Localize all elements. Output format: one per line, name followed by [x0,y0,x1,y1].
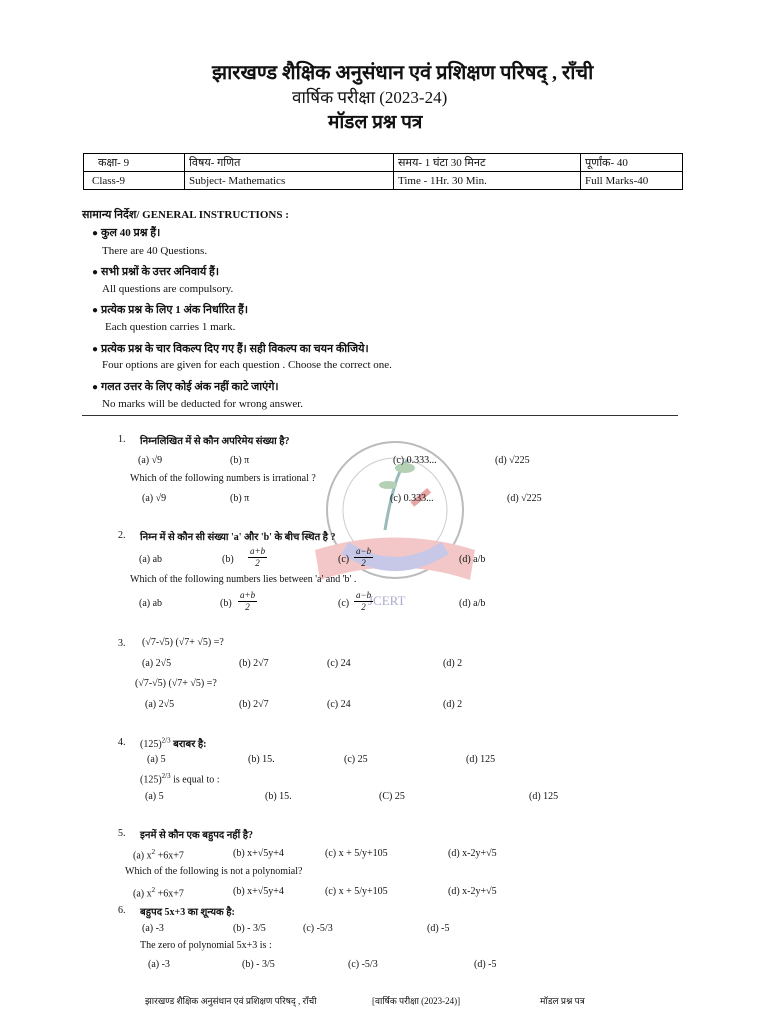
bullet-icon: ● [92,344,99,355]
q3-option-b-en: (b) 2√7 [239,699,269,710]
q6-option-c-en: (c) -5/3 [348,959,378,970]
footer-paper: मॉडल प्रश्न पत्र [540,996,585,1006]
q3-number: 3. [118,638,126,649]
q2-option-a: (a) ab [139,554,163,565]
q2-option-a-en: (a) ab [139,598,163,609]
q1-option-d-en: (d) √225 [507,493,542,504]
time-hi: समय- 1 घंटा 30 मिनट [394,154,581,172]
q4-question-en: $(125)^{2/3}$ is equal to : [140,772,220,786]
q5-question-hi: इनमें से कौन एक बहुपद नहीं है? [140,830,253,841]
q1-number: 1. [118,434,126,445]
footer-exam: [वार्षिक परीक्षा (2023-24)] [372,996,461,1006]
q2-option-c-label-en: (c) [338,598,350,609]
q4-option-a-en: (a) 5 [145,791,164,802]
bullet-icon: ● [92,228,99,239]
q1-option-b: (b) π [230,455,250,466]
q6-question-en: The zero of polynomial 5x+3 is : [140,940,272,951]
instruction-3-hi: ● प्रत्येक प्रश्न के लिए 1 अंक निर्धारित हैं। [92,304,248,316]
q1-option-d: (d) √225 [495,455,530,466]
q1-option-b-en: (b) π [230,493,250,504]
q2-option-b-label-en: (b) [220,598,232,609]
instruction-1-en: There are 40 Questions. [102,245,208,257]
q6-option-a-en: (a) -3 [148,959,170,970]
q4-option-c: (c) 25 [344,754,368,765]
q5-option-c: (c) x + 5/y+105 [325,848,388,859]
watermark-text: JCERT [368,593,406,608]
class-en: Class-9 [84,172,185,190]
bullet-icon: ● [92,382,99,393]
q4-option-b-en: (b) 15. [265,791,292,802]
q2-option-d: (d) a/b [459,554,486,565]
q6-option-b-en: (b) - 3/5 [242,959,275,970]
q6-number: 6. [118,905,126,916]
q6-option-d: (d) -5 [427,923,450,934]
q5-option-c-en: (c) x + 5/y+105 [325,886,388,897]
q2-option-d-en: (d) a/b [459,598,486,609]
q3-option-d: (d) 2 [443,658,463,669]
instruction-4-hi: ● प्रत्येक प्रश्न के चार विकल्प दिए गए हैं। सही विकल्प का चयन कीजिये। [92,343,369,355]
q1-question-en: Which of the following numbers is irrational ? [130,473,316,484]
q3-option-a: (a) 2√5 [142,658,172,669]
q5-option-b-en: (b) x+√5y+4 [233,886,284,897]
q3-option-d-en: (d) 2 [443,699,463,710]
instruction-2-hi: ● सभी प्रश्नों के उत्तर अनिवार्य हैं। [92,266,219,278]
bullet-icon: ● [92,267,99,278]
q2-option-b-fraction: $\frac{a+b}{2}$ [250,546,266,568]
subject-hi: विषय- गणित [185,154,394,172]
q1-option-c: (c) 0.333... [393,455,437,466]
q5-option-b: (b) x+√5y+4 [233,848,284,859]
q6-question-hi: बहुपद 5x+3 का शून्यक है: [140,907,235,918]
instructions-heading: सामान्य निर्देश/ GENERAL INSTRUCTIONS : [82,209,289,221]
title-line-1: झारखण्ड शैक्षिक अनुसंधान एवं प्रशिक्षण परिषद् , राँची [212,62,594,84]
q2-question-hi: निम्न में से कौन सी संख्या 'a' और 'b' के बीच स्थित है ? [140,532,336,543]
marks-en: Full Marks-40 [581,172,683,190]
q4-option-b: (b) 15. [248,754,275,765]
title-line-2: वार्षिक परीक्षा (2023-24) [292,88,448,107]
instruction-4-en: Four options are given for each question . Choose the correct one. [102,359,392,371]
divider [82,415,678,416]
q1-option-a-en: (a) √9 [142,493,167,504]
q2-option-c-fraction-en: $\frac{a-b}{2}$ [356,590,372,612]
q2-option-c-fraction: $\frac{a-b}{2}$ [356,546,372,568]
q1-option-a: (a) √9 [138,455,163,466]
q5-option-a-en: (a) $x^2 +6x+7$ [133,886,184,900]
q4-option-d: (d) 125 [466,754,496,765]
q5-option-d: (d) x-2y+√5 [448,848,497,859]
q6-option-b: (b) - 3/5 [233,923,266,934]
q5-option-a: (a) $x^2 +6x+7$ [133,848,184,862]
q3-option-c: (c) 24 [327,658,351,669]
q3-option-b: (b) 2√7 [239,658,269,669]
footer-org: झारखण्ड शैक्षिक अनुसंधान एवं प्रशिक्षण परिषद् , राँची [145,996,317,1006]
q6-option-a: (a) -3 [142,923,164,934]
q4-option-d-en: (d) 125 [529,791,559,802]
q3-option-c-en: (c) 24 [327,699,351,710]
q2-option-b-label: (b) [222,554,234,565]
title-line-3: मॉडल प्रश्न पत्र [328,112,423,133]
instruction-5-hi: ● गलत उत्तर के लिए कोई अंक नहीं काटे जाएंगे। [92,381,279,393]
marks-hi: पूर्णांक- 40 [581,154,683,172]
q2-number: 2. [118,530,126,541]
q5-option-d-en: (d) x-2y+√5 [448,886,497,897]
q2-question-en: Which of the following numbers lies between 'a' and 'b' . [130,574,357,585]
q6-option-c: (c) -5/3 [303,923,333,934]
q1-option-c-en: (c) 0.333... [390,493,434,504]
q4-number: 4. [118,737,126,748]
q2-option-b-fraction-en: $\frac{a+b}{2}$ [240,590,256,612]
q6-option-d-en: (d) -5 [474,959,497,970]
q5-number: 5. [118,828,126,839]
class-hi: कक्षा- 9 [84,154,185,172]
q5-question-en: Which of the following is not a polynomial? [125,866,303,877]
q2-option-c-label: (c) [338,554,350,565]
q4-option-a: (a) 5 [147,754,166,765]
exam-info-table [83,153,683,190]
instruction-5-en: No marks will be deducted for wrong answer. [102,398,304,410]
subject-en: Subject- Mathematics [185,172,394,190]
q3-question-en: (√7-√5) (√7+ √5) =? [135,678,217,689]
time-en: Time - 1Hr. 30 Min. [394,172,581,190]
instruction-2-en: All questions are compulsory. [102,283,234,295]
q1-question-hi: निम्नलिखित में से कौन अपरिमेय संख्या है? [140,436,290,447]
instruction-1-hi: ● कुल 40 प्रश्न हैं। [92,227,161,239]
q3-question: (√7-√5) (√7+ √5) =? [142,637,224,648]
q4-option-c-en: (C) 25 [379,791,405,802]
bullet-icon: ● [92,305,99,316]
instruction-3-en: Each question carries 1 mark. [105,321,236,333]
q4-question-hi: $(125)^{2/3}$ बराबर है: [140,736,207,750]
q3-option-a-en: (a) 2√5 [145,699,175,710]
